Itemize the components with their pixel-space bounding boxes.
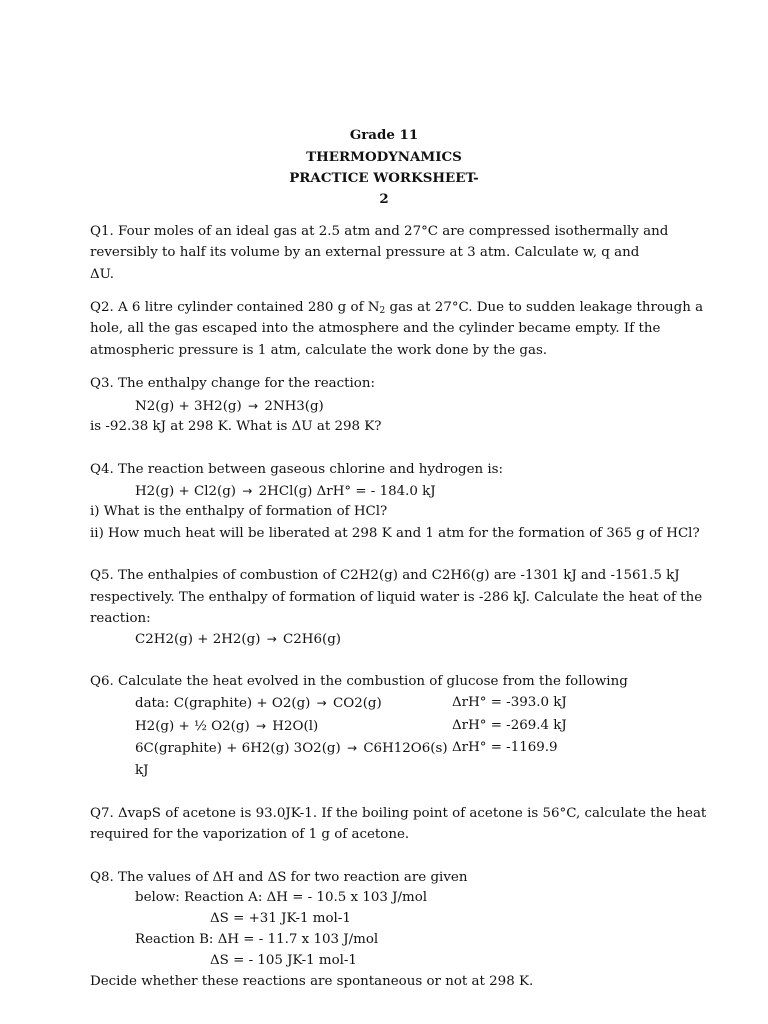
q4-line-1: Q4. The reaction between gaseous chlorine and hydrogen is:	[90, 462, 504, 477]
q2-subscript: 2	[379, 306, 386, 316]
q1-line-1: Q1. Four moles of an ideal gas at 2.5 atm and 27°C are compressed isothermally and	[90, 224, 669, 239]
q6-r1-reactants: data: C(graphite) + O2(g)	[135, 696, 311, 711]
q8-final-line: Decide whether these reactions are spontaneous or not at 298 K.	[90, 974, 534, 989]
q2-line-3: atmospheric pressure is 1 atm, calculate the work done by the gas.	[90, 343, 548, 358]
arrow-right-icon: →	[242, 484, 253, 498]
q6-r3-products: C6H12O6(s)	[363, 741, 448, 756]
q6-r2-products: H2O(l)	[272, 719, 319, 734]
q7-line-2: required for the vaporization of 1 g of acetone.	[90, 827, 410, 842]
q3-line-1: Q3. The enthalpy change for the reaction:	[90, 376, 375, 391]
q6-r3-unit: kJ	[135, 763, 149, 778]
q4-equation	[135, 482, 436, 501]
q8-reaction-a-entropy: ΔS = +31 JK-1 mol-1	[210, 911, 351, 926]
q6-r3-enthalpy: ΔrH° = -1169.9	[452, 740, 558, 755]
q5-line-2: respectively. The enthalpy of formation of liquid water is -286 kJ. Calculate the heat of the	[90, 590, 703, 605]
q5-line-3: reaction:	[90, 611, 151, 626]
q8-reaction-b-enthalpy: Reaction B: ΔH = - 11.7 x 103 J/mol	[135, 932, 379, 947]
q2-line-1	[90, 299, 703, 317]
q6-reaction-3	[135, 739, 448, 758]
q3-line-3: is -92.38 kJ at 298 K. What is ΔU at 298 K?	[90, 419, 382, 434]
q8-reaction-b-entropy: ΔS = - 105 JK-1 mol-1	[210, 953, 357, 968]
q4-products: 2HCl(g) ΔrH° = - 184.0 kJ	[258, 484, 436, 499]
q6-r1-products: CO2(g)	[332, 696, 382, 711]
q3-reactants: N2(g) + 3H2(g)	[135, 399, 242, 414]
q2-line-2: hole, all the gas escaped into the atmosphere and the cylinder became empty. If the	[90, 321, 661, 336]
q5-equation	[135, 630, 341, 649]
q4-line-3: i) What is the enthalpy of formation of HCl?	[90, 504, 388, 519]
q6-r1-enthalpy: ΔrH° = -393.0 kJ	[452, 695, 567, 710]
worksheet-number: 2	[379, 191, 389, 207]
q5-products: C2H6(g)	[283, 632, 342, 647]
subject-heading: THERMODYNAMICS	[306, 149, 462, 165]
q4-line-4: ii) How much heat will be liberated at 298 K and 1 atm for the formation of 365 g of HCl?	[90, 526, 700, 541]
q6-r3-reactants: 6C(graphite) + 6H2(g) 3O2(g)	[135, 741, 341, 756]
grade-heading: Grade 11	[349, 127, 419, 143]
arrow-right-icon: →	[346, 741, 358, 755]
q6-r2-enthalpy: ΔrH° = -269.4 kJ	[452, 718, 567, 733]
q6-reaction-1	[135, 694, 382, 713]
q3-products: 2NH3(g)	[264, 399, 324, 414]
q8-line-1: Q8. The values of ΔH and ΔS for two reaction are given	[90, 870, 468, 885]
q8-reaction-a-enthalpy: below: Reaction A: ΔH = - 10.5 x 103 J/mol	[135, 890, 428, 905]
q5-line-1: Q5. The enthalpies of combustion of C2H2(g) and C2H6(g) are -1301 kJ and -1561.5 kJ	[90, 568, 680, 583]
q7-line-1: Q7. ΔvapS of acetone is 93.0JK-1. If the boiling point of acetone is 56°C, calculate the heat	[90, 806, 707, 821]
q2-line-1-text: Q2. A 6 litre cylinder contained 280 g of N	[90, 300, 380, 315]
q1-line-2: reversibly to half its volume by an external pressure at 3 atm. Calculate w, q and	[90, 245, 640, 260]
q5-reactants: C2H2(g) + 2H2(g)	[135, 632, 261, 647]
q6-reaction-2	[135, 717, 318, 736]
arrow-right-icon: →	[266, 632, 277, 646]
q2-line-1-text-end: gas at 27°C. Due to sudden leakage through a	[385, 300, 704, 315]
q6-line-1: Q6. Calculate the heat evolved in the combustion of glucose from the following	[90, 674, 628, 689]
arrow-right-icon: →	[255, 719, 267, 733]
q4-reactants: H2(g) + Cl2(g)	[135, 484, 237, 499]
arrow-right-icon: →	[248, 399, 259, 413]
worksheet-heading: PRACTICE WORKSHEET-	[289, 170, 479, 186]
q1-line-3: ΔU.	[90, 267, 114, 282]
q6-r2-reactants: H2(g) + ½ O2(g)	[135, 719, 250, 734]
q3-equation	[135, 397, 324, 416]
arrow-right-icon: →	[316, 696, 327, 710]
